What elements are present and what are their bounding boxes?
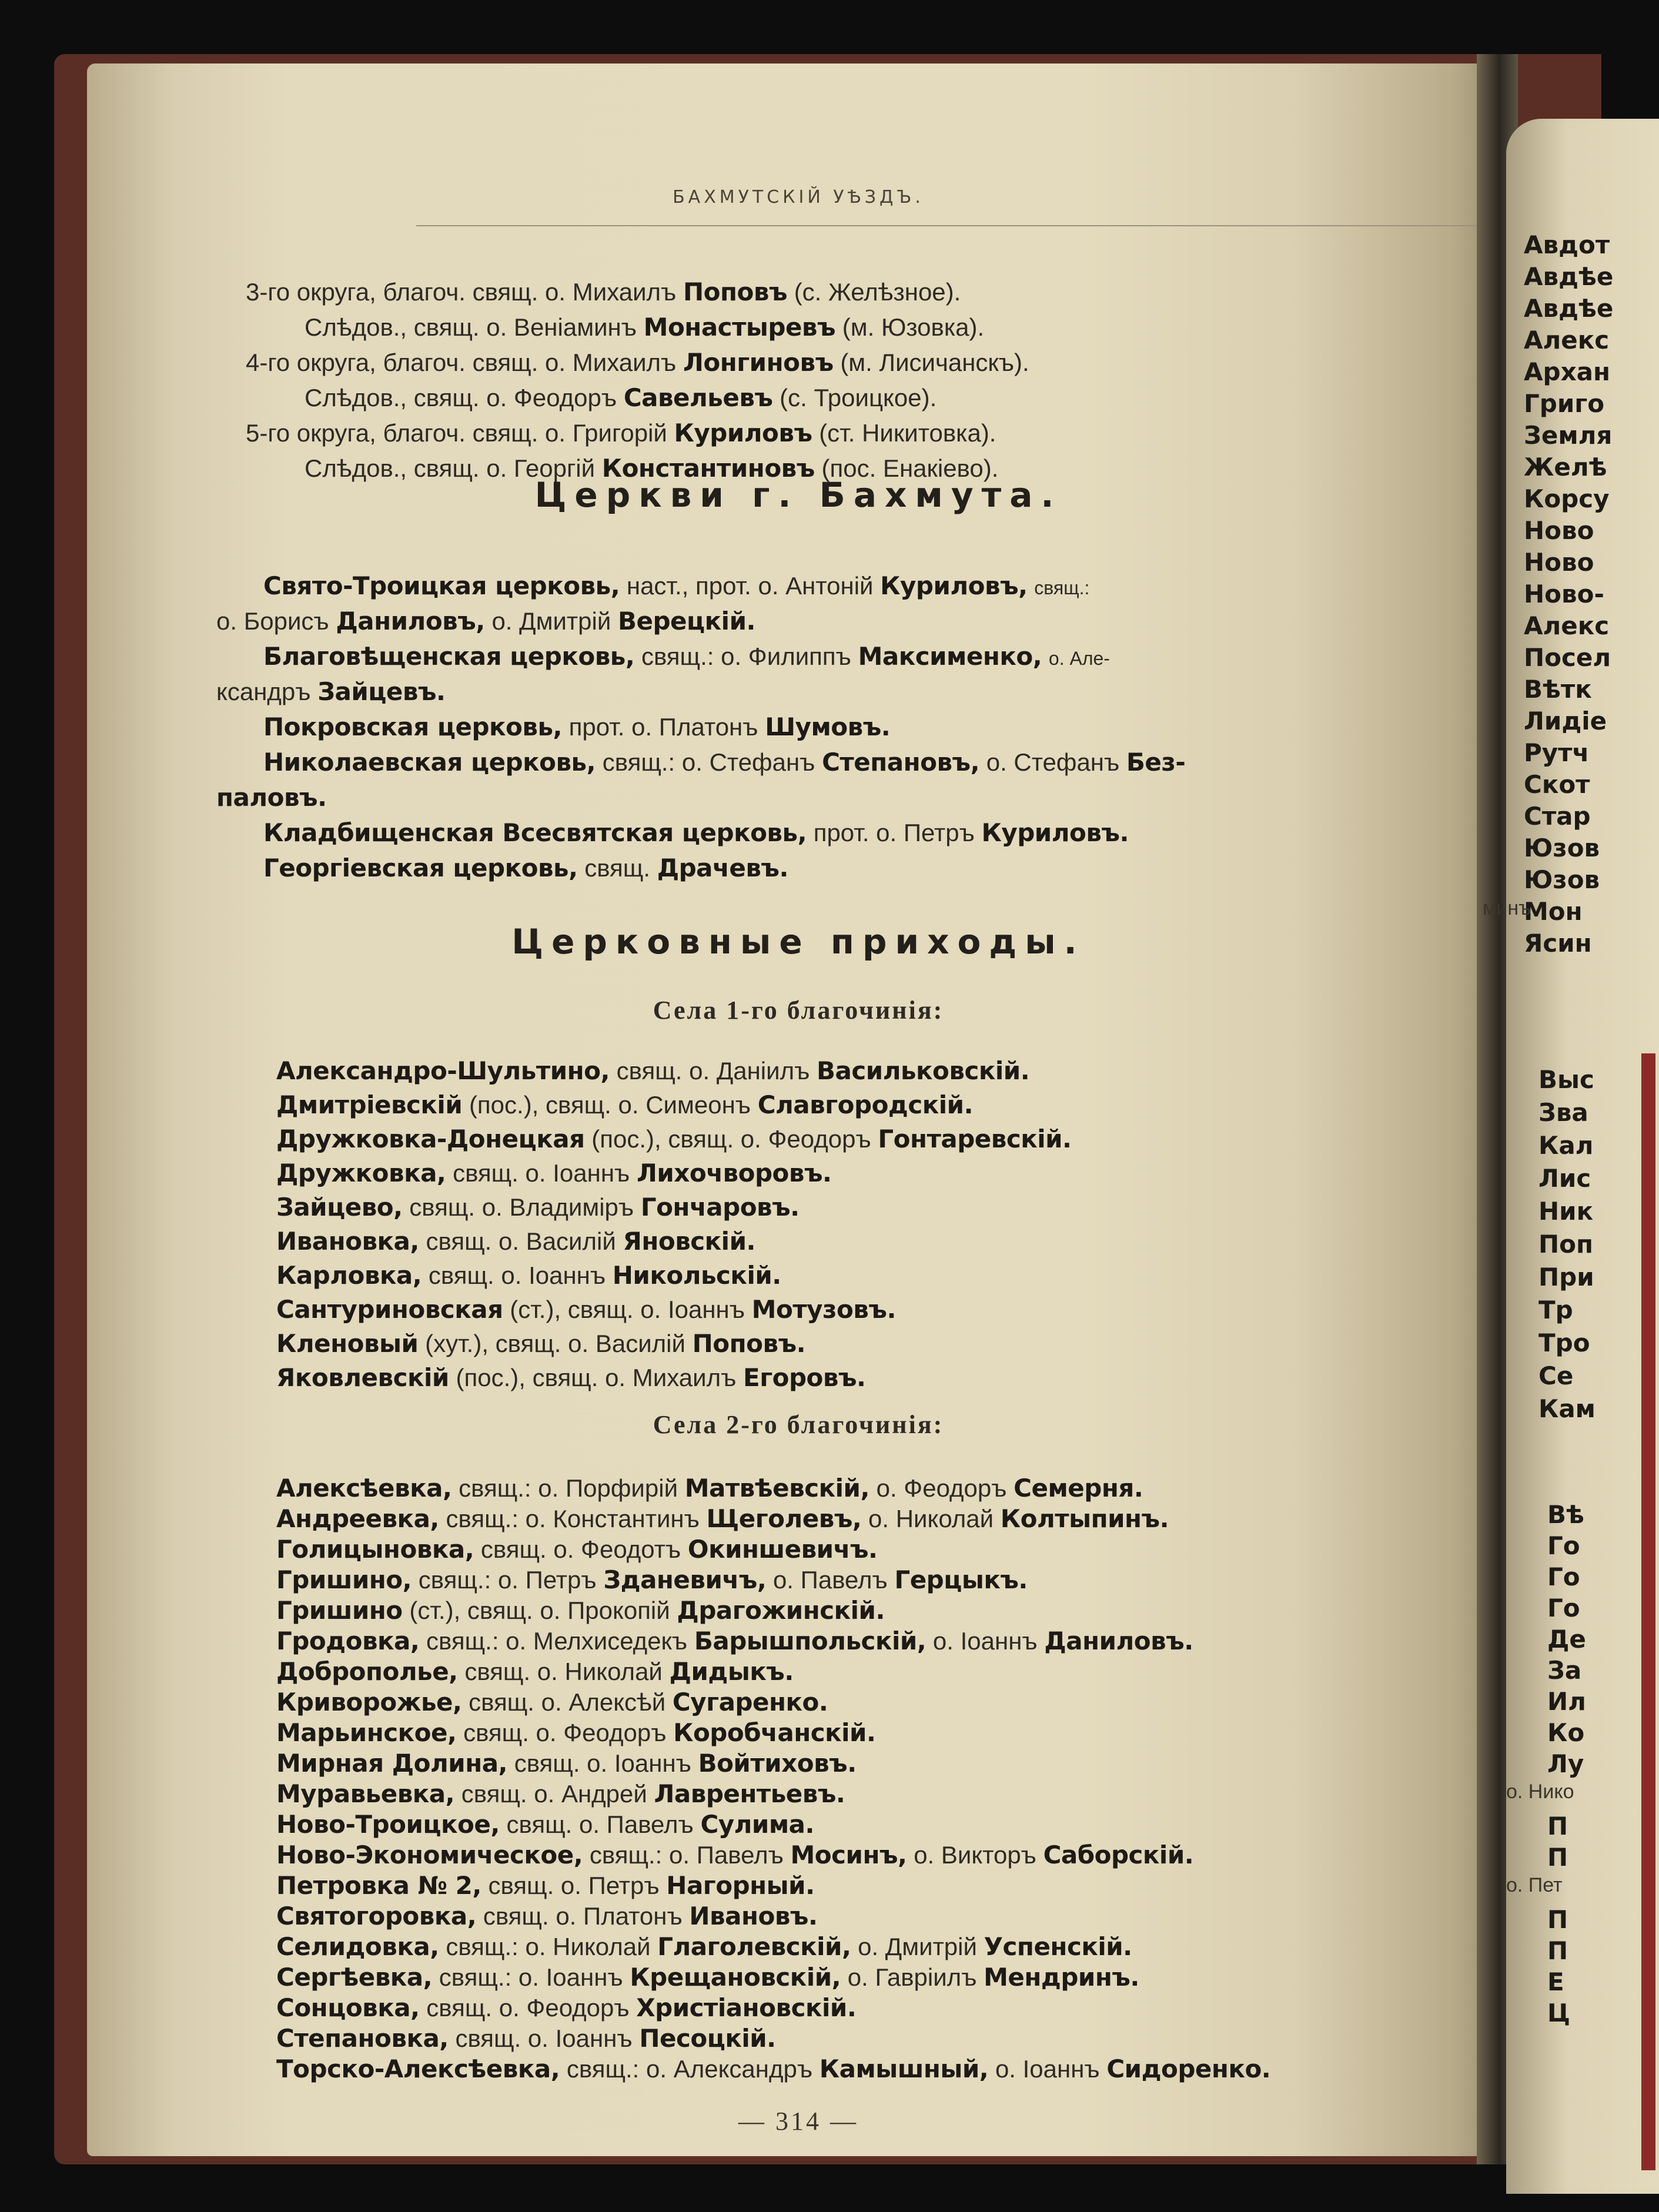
church-line-5	[263, 710, 890, 744]
parish-place: Голицыновка,	[276, 1535, 474, 1564]
parish-line	[276, 1899, 817, 1933]
dean-line	[305, 310, 984, 344]
dean-location: (ст. Никитовка).	[819, 419, 996, 447]
parish-place: Святогоровка,	[276, 1902, 477, 1930]
header-rule	[416, 225, 1510, 226]
right-page-fragment: Кал	[1538, 1131, 1594, 1160]
parish-place: Кленовый	[276, 1329, 419, 1358]
clergy-surname: Васильковскій.	[817, 1056, 1030, 1085]
book-spread	[54, 54, 1614, 2164]
right-page-fragment: Юзов	[1524, 834, 1600, 862]
parish-place: Ново-Экономическое,	[276, 1840, 583, 1869]
right-page-fragment: Выс	[1538, 1065, 1594, 1094]
church-line-9	[263, 851, 788, 885]
clergy-text: (ст.), свящ. о. Іоаннъ	[510, 1296, 745, 1323]
clergy-text: свящ. о. Іоаннъ	[455, 2024, 633, 2052]
church-name: Свято-Троицкая церковь,	[263, 571, 620, 600]
clergy-surname: Егоровъ.	[743, 1363, 866, 1392]
parish-place: Андреевка,	[276, 1504, 439, 1533]
clergy-surname: Камышный,	[819, 2054, 989, 2083]
parish-line	[276, 1960, 1139, 1995]
church-name: Георгіевская церковь,	[263, 854, 578, 882]
clergy-text: о. Павелъ	[772, 1566, 888, 1594]
clergy-text: (пос.), свящ. о. Симеонъ	[469, 1091, 751, 1119]
right-page-fragment: Кам	[1538, 1394, 1596, 1423]
church-line-8	[263, 816, 1129, 850]
clergy-surname: Яновскій.	[623, 1227, 755, 1256]
parish-place: Доброполье,	[276, 1657, 458, 1686]
dean-location: (м. Лисичанскъ).	[840, 349, 1029, 376]
right-page-fragment: Ник	[1538, 1197, 1594, 1226]
parish-line	[276, 1190, 800, 1224]
parishes-heading: Церковные приходы.	[511, 922, 1085, 962]
clergy-surname: Сулима.	[700, 1810, 814, 1839]
clergy-text: свящ. о. Іоаннъ	[428, 1261, 606, 1289]
parish-line	[276, 1054, 1029, 1088]
right-page-fragment: П	[1547, 1905, 1568, 1934]
church-line-3	[263, 640, 1110, 675]
clergy-text: свящ.: о. Стефанъ	[602, 748, 815, 776]
clergy-text: свящ. о. Феодотъ	[480, 1535, 681, 1563]
parish-line	[276, 1502, 1169, 1536]
clergy-surname: Сидоренко.	[1106, 2054, 1271, 2083]
right-page-fragment: Го	[1547, 1562, 1580, 1591]
right-page-fragment: П	[1547, 1812, 1568, 1840]
clergy-text: о. Викторъ	[914, 1841, 1036, 1869]
left-page	[87, 63, 1510, 2156]
right-page-fragment: Лидіе	[1524, 707, 1607, 735]
clergy-surname: Дидыкъ.	[669, 1657, 794, 1686]
clergy-surname: Верецкій.	[617, 607, 755, 635]
clergy-surname: Коробчанскій.	[673, 1718, 876, 1747]
clergy-surname: Мотузовъ.	[751, 1295, 896, 1324]
parish-line	[276, 1361, 866, 1395]
clergy-text: (ст.), свящ. о. Прокопій	[409, 1597, 670, 1624]
parish-line	[276, 1716, 875, 1750]
parish-place: Торско-Алексѣевка,	[276, 2054, 560, 2083]
clergy-surname: Лихочворовъ.	[636, 1159, 832, 1187]
clergy-text: о. Іоаннъ	[932, 1627, 1038, 1655]
parish-place: Яковлевскій	[276, 1363, 449, 1392]
dean-text: Слѣдов., свящ. о. Веніаминъ	[305, 313, 637, 341]
clergy-text: о. Феодоръ	[876, 1474, 1007, 1502]
deanery-1-heading: Села 1-го благочинія:	[653, 996, 944, 1025]
clergy-text: прот. о. Платонъ	[568, 713, 758, 741]
clergy-surname: Даниловъ.	[1044, 1627, 1193, 1655]
dean-surname: Куриловъ	[674, 419, 812, 447]
churches-heading: Церкви г. Бахмута.	[534, 475, 1062, 515]
clergy-text: свящ. о. Василій	[426, 1227, 616, 1255]
right-page-fragment: Е	[1547, 1967, 1564, 1996]
clergy-text: свящ.: о. Порфирій	[459, 1474, 678, 1502]
parish-place: Дружковка-Донецкая	[276, 1125, 585, 1153]
district-number: 5-го	[246, 419, 290, 447]
clergy-surname: паловъ.	[216, 783, 327, 812]
right-page-fragment: П	[1547, 1936, 1568, 1965]
clergy-surname: Куриловъ.	[981, 818, 1129, 847]
right-page-fragment: Го	[1547, 1531, 1580, 1560]
parish-line	[276, 1471, 1143, 1505]
right-page	[1483, 119, 1659, 2194]
clergy-surname: Зайцевъ.	[317, 677, 446, 706]
right-page-fragment: Григо	[1524, 389, 1605, 418]
right-page-fragment: Мон	[1524, 897, 1583, 926]
parish-line	[276, 1293, 896, 1327]
clergy-surname: Колтыпинъ.	[1000, 1504, 1169, 1533]
clergy-text: свящ. о. Даніилъ	[616, 1057, 810, 1085]
clergy-surname: Ивановъ.	[689, 1902, 818, 1930]
right-page-fragment: о. Нико	[1506, 1781, 1574, 1803]
church-line-2	[216, 604, 755, 638]
cover-edge	[1641, 1053, 1655, 2170]
clergy-surname: Поповъ.	[692, 1329, 806, 1358]
clergy-surname: Зданевичъ,	[603, 1565, 767, 1594]
parish-place: Дмитріевскій	[276, 1090, 463, 1119]
dean-line	[305, 381, 936, 415]
clergy-surname: Нагорный.	[666, 1871, 815, 1900]
parish-line	[276, 1930, 1132, 1964]
right-page-fragment: Тро	[1538, 1328, 1590, 1357]
parish-place: Гришино,	[276, 1565, 412, 1594]
parish-line	[276, 1685, 828, 1719]
dean-line	[246, 275, 961, 309]
right-page-fragment: Алекс	[1524, 611, 1610, 640]
clergy-surname: Без-	[1126, 748, 1186, 777]
clergy-surname: Саборскій.	[1043, 1840, 1194, 1869]
parish-line	[276, 1869, 815, 1903]
right-page-fragment: Зва	[1538, 1098, 1588, 1127]
parish-line	[276, 1088, 973, 1122]
church-line-4	[216, 675, 446, 709]
clergy-text: свящ.: о. Филиппъ	[641, 642, 851, 670]
clergy-text: свящ.: о. Александръ	[566, 2055, 813, 2083]
clergy-surname: Семерня.	[1014, 1474, 1143, 1502]
clergy-text: свящ. о. Алексѣй	[469, 1688, 666, 1716]
clergy-text: (пос.), свящ. о. Феодоръ	[591, 1125, 871, 1153]
church-name: Кладбищенская Всесвятская церковь,	[263, 818, 807, 847]
district-number: 3-го	[246, 278, 290, 306]
right-page-fragment: Скот	[1524, 770, 1590, 799]
clergy-text: свящ. о. Павелъ	[506, 1811, 694, 1838]
right-page-fragment: Ново	[1524, 516, 1594, 545]
right-page-fragment: Рутч	[1524, 738, 1590, 767]
parish-line	[276, 1624, 1193, 1658]
clergy-surname: Барышпольскій,	[694, 1627, 927, 1655]
parish-place: Селидовка,	[276, 1932, 439, 1961]
clergy-text: свящ. о. Феодоръ	[426, 1994, 630, 2022]
clergy-surname: Гончаровъ.	[640, 1193, 800, 1222]
parish-line	[276, 1777, 845, 1811]
parish-place: Ново-Троицкое,	[276, 1810, 500, 1839]
church-name: Покровская церковь,	[263, 712, 562, 741]
dean-location: (с. Троицкое).	[780, 384, 937, 411]
right-page-fragment: За	[1547, 1656, 1582, 1685]
parish-place: Сонцовка,	[276, 1993, 420, 2022]
right-page-fragment: Се	[1538, 1361, 1574, 1390]
parish-place: Александро-Шультино,	[276, 1056, 610, 1085]
dean-surname: Лонгиновъ	[683, 348, 834, 377]
clergy-text: о. Борисъ	[216, 607, 329, 635]
clergy-text: свящ. о. Платонъ	[483, 1902, 683, 1930]
right-page-fragment: Поп	[1538, 1230, 1594, 1259]
dean-line	[246, 346, 1029, 380]
parish-line	[276, 1594, 885, 1628]
parish-place: Сергѣевка,	[276, 1963, 433, 1992]
church-line-7	[216, 781, 327, 815]
dean-surname: Константиновъ	[601, 454, 815, 483]
clergy-text: ксандръ	[216, 678, 311, 705]
clergy-text: свящ. о. Андрей	[461, 1780, 647, 1808]
clergy-surname: Шумовъ.	[765, 712, 891, 741]
parish-line	[276, 1655, 794, 1689]
clergy-text: свящ.: о. Іоаннъ	[439, 1963, 623, 1991]
clergy-text: о. Гавріилъ	[847, 1963, 977, 1991]
parish-line	[276, 1746, 857, 1781]
right-page-fragment: Го	[1547, 1594, 1580, 1622]
parish-line	[276, 1563, 1028, 1597]
clergy-surname: Мосинъ,	[790, 1840, 907, 1869]
clergy-text: о. Іоаннъ	[995, 2055, 1100, 2083]
clergy-surname: Войтиховъ.	[698, 1749, 857, 1778]
clergy-text: свящ.	[584, 854, 651, 882]
dean-line	[246, 416, 996, 450]
right-page-fragment: Вѣтк	[1524, 675, 1592, 704]
parish-line	[276, 1838, 1193, 1872]
right-page-fragment: Архан	[1524, 357, 1611, 386]
dean-location: (с. Желѣзное).	[794, 278, 961, 306]
right-page-fragment: Корсу	[1524, 484, 1610, 513]
parish-line	[276, 1808, 814, 1842]
right-page-fragment: Стар	[1524, 802, 1591, 831]
clergy-text: (хут.), свящ. о. Василій	[425, 1330, 685, 1357]
church-line-6	[263, 745, 1185, 779]
dean-text: округа, благоч. свящ. о. Михаилъ	[296, 349, 677, 376]
parish-place: Дружковка,	[276, 1159, 446, 1187]
clergy-text: свящ.: о. Николай	[446, 1933, 651, 1960]
right-page-fragment: Ново-	[1524, 580, 1604, 608]
parish-place: Сантуриновская	[276, 1295, 503, 1324]
clergy-surname: Гонтаревскій.	[878, 1125, 1072, 1153]
dean-surname: Савельевъ	[623, 383, 773, 412]
church-line-1	[263, 569, 1089, 605]
parish-line	[276, 2052, 1270, 2086]
right-page-fragment: минъ	[1483, 897, 1531, 919]
clergy-text: свящ. о. Іоаннъ	[514, 1749, 691, 1777]
clergy-surname: Матвѣевскій,	[684, 1474, 869, 1502]
clergy-surname: Драчевъ.	[657, 854, 788, 882]
right-page-fragment: Тр	[1538, 1296, 1573, 1324]
dean-text: округа, благоч. свящ. о. Михаилъ	[296, 278, 677, 306]
right-page-fragment: Желѣ	[1524, 453, 1607, 481]
clergy-surname: Славгородскій.	[757, 1090, 974, 1119]
parish-line	[276, 1224, 755, 1259]
clergy-surname: Куриловъ,	[880, 571, 1028, 600]
clergy-text: наст., прот. о. Антоній	[626, 572, 874, 600]
right-page-fragment: При	[1538, 1263, 1594, 1291]
clergy-surname: Степановъ,	[822, 748, 980, 777]
parish-place: Марьинское,	[276, 1718, 457, 1747]
parish-place: Мирная Долина,	[276, 1749, 508, 1778]
dean-text: Слѣдов., свящ. о. Феодоръ	[305, 384, 617, 411]
clergy-text: свящ.: о. Константинъ	[446, 1505, 700, 1532]
clergy-text: о. Стефанъ	[986, 748, 1120, 776]
clergy-text: свящ. о. Владиміръ	[409, 1193, 634, 1221]
clergy-text: свящ.:	[1034, 577, 1090, 598]
right-page-fragment: Ясин	[1524, 929, 1592, 958]
right-page-fragment: Ново	[1524, 548, 1594, 577]
right-page-fragment: Авдѣе	[1524, 262, 1614, 291]
right-page-fragment: Авдот	[1524, 230, 1610, 259]
clergy-surname: Крещановскій,	[630, 1963, 841, 1992]
parish-line	[276, 1991, 856, 2025]
clergy-text: свящ. о. Николай	[464, 1658, 663, 1685]
parish-place: Муравьевка,	[276, 1779, 455, 1808]
clergy-surname: Успенскій.	[984, 1932, 1132, 1961]
clergy-text: о. Але-	[1048, 648, 1110, 669]
parish-line	[276, 1259, 781, 1293]
right-page-fragment: Де	[1547, 1625, 1586, 1654]
clergy-surname: Мендринъ.	[984, 1963, 1139, 1992]
right-page-fragment: П	[1547, 1843, 1568, 1872]
clergy-surname: Никольскій.	[612, 1261, 781, 1290]
dean-location: (м. Юзовка).	[842, 313, 985, 341]
dean-surname: Поповъ	[683, 277, 788, 306]
clergy-surname: Сугаренко.	[672, 1688, 828, 1716]
church-name: Николаевская церковь,	[263, 748, 596, 777]
parish-place: Ивановка,	[276, 1227, 419, 1256]
clergy-text: свящ.: о. Петръ	[418, 1566, 597, 1594]
dean-surname: Монастыревъ	[643, 313, 836, 342]
clergy-surname: Лаврентьевъ.	[654, 1779, 845, 1808]
clergy-surname: Глаголевскій,	[657, 1932, 851, 1961]
clergy-surname: Герцыкъ.	[894, 1565, 1028, 1594]
parish-place: Петровка № 2,	[276, 1871, 481, 1900]
right-page-fragment: Лу	[1547, 1749, 1584, 1778]
clergy-text: свящ.: о. Мелхиседекъ	[426, 1627, 688, 1655]
running-title: БАХМУТСКІЙ УѢЗДЪ.	[673, 187, 924, 208]
right-page-fragment: Посел	[1524, 643, 1611, 672]
clergy-text: свящ.: о. Павелъ	[589, 1841, 784, 1869]
parish-place: Алексѣевка,	[276, 1474, 452, 1502]
parish-line	[276, 2022, 776, 2056]
clergy-text: о. Дмитрій	[858, 1933, 977, 1960]
clergy-surname: Христіановскій.	[636, 1993, 857, 2022]
clergy-text: (пос.), свящ. о. Михаилъ	[456, 1364, 737, 1391]
parish-place: Зайцево,	[276, 1193, 403, 1222]
clergy-text: о. Николай	[868, 1505, 994, 1532]
clergy-text: свящ. о. Феодоръ	[463, 1719, 667, 1746]
right-page-fragment: Лис	[1538, 1164, 1591, 1193]
dean-text: округа, благоч. свящ. о. Григорій	[296, 419, 667, 447]
right-page-fragment: Ц	[1547, 1999, 1570, 2027]
right-page-fragment: Юзов	[1524, 865, 1600, 894]
parish-place: Карловка,	[276, 1261, 422, 1290]
parish-place: Гродовка,	[276, 1627, 420, 1655]
right-page-fragment: Авдѣе	[1524, 294, 1614, 323]
dean-location: (пос. Енакіево).	[821, 454, 999, 482]
clergy-surname: Окиншевичъ.	[687, 1535, 878, 1564]
parish-line	[276, 1156, 831, 1190]
clergy-surname: Песоцкій.	[639, 2024, 776, 2053]
clergy-text: прот. о. Петръ	[813, 819, 975, 846]
right-page-fragment: о. Пет	[1506, 1874, 1563, 1896]
clergy-text: о. Дмитрій	[491, 607, 611, 635]
parish-place: Гришино	[276, 1596, 403, 1625]
parish-place: Степановка,	[276, 2024, 449, 2053]
right-page-fragment: Ко	[1547, 1718, 1585, 1747]
right-page-fragment: Алекс	[1524, 326, 1610, 354]
right-page-fragment: Вѣ	[1547, 1500, 1584, 1529]
parish-line	[276, 1327, 805, 1361]
page-number: — 314 —	[738, 2107, 858, 2136]
clergy-surname: Даниловъ,	[336, 607, 485, 635]
parish-place: Криворожье,	[276, 1688, 462, 1716]
parish-line	[276, 1532, 877, 1567]
clergy-surname: Максименко,	[858, 642, 1042, 671]
clergy-text: свящ. о. Петръ	[488, 1872, 660, 1899]
clergy-surname: Драгожинскій.	[677, 1596, 885, 1625]
parish-line	[276, 1122, 1072, 1156]
clergy-text: свящ. о. Іоаннъ	[453, 1159, 630, 1187]
right-page-fragment: Ил	[1547, 1687, 1586, 1716]
clergy-surname: Щеголевъ,	[706, 1504, 862, 1533]
dean-text: Слѣдов., свящ. о. Георгій	[305, 454, 596, 482]
church-name: Благовѣщенская церковь,	[263, 642, 635, 671]
deanery-2-heading: Села 2-го благочинія:	[653, 1410, 944, 1439]
district-number: 4-го	[246, 349, 290, 376]
right-page-fragment: Земля	[1524, 421, 1613, 450]
